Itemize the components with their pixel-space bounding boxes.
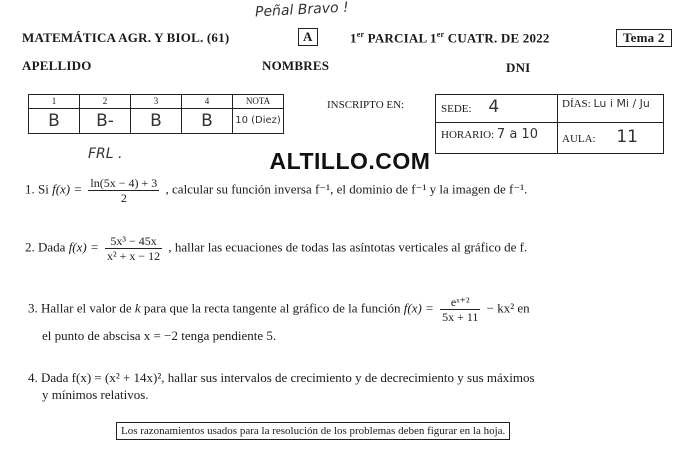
q1-number: 1. <box>25 181 35 197</box>
grades-header-row <box>29 95 284 109</box>
horario-label: HORARIO: <box>441 129 495 141</box>
q3-function: f(x) = <box>403 300 434 316</box>
sede-value: 4 <box>488 97 500 117</box>
grade-value-2: B- <box>80 109 131 134</box>
exam-title-tail: CUATR. DE 2022 <box>444 30 550 46</box>
q2-function: f(x) = <box>68 239 99 255</box>
inscripto-label: INSCRIPTO EN: <box>327 99 405 111</box>
q1-tail: , calcular su función inversa f⁻¹, el dominio de f⁻¹ y la imagen de f⁻¹. <box>165 181 528 197</box>
aula-value: 11 <box>616 127 638 147</box>
dias-field <box>562 97 650 110</box>
q3-tail: − kx² en <box>486 300 530 316</box>
grade-header-4: 4 <box>182 95 233 109</box>
grade-header-2: 2 <box>80 95 131 109</box>
grade-header-1: 1 <box>29 95 80 109</box>
q3-denominator: 5x + 11 <box>442 310 479 324</box>
question-4-line2: y mínimos relativos. <box>42 387 149 402</box>
inscripto-hline <box>435 122 663 123</box>
q3-k: k <box>134 300 141 316</box>
exam-title-mid: PARCIAL 1 <box>364 30 437 46</box>
dni-label: DNI <box>506 60 531 75</box>
q4-number: 4. <box>28 370 38 385</box>
grade-value-nota: 10 (Diez) <box>233 109 284 134</box>
question-2 <box>25 234 527 263</box>
q4-text: Dada f(x) = (x² + 14x)², hallar sus intervalos de crecimiento y de decrecimiento y sus máximos <box>41 370 535 385</box>
sede-label: SEDE: <box>441 103 472 115</box>
horario-value: 7 a 10 <box>496 127 538 142</box>
grade-header-nota: NOTA <box>233 95 284 109</box>
q3-mid: para que la recta tangente al gráfico de la función <box>143 300 401 316</box>
question-4 <box>28 369 688 386</box>
handwritten-initials: FRL . <box>88 146 123 162</box>
grade-value-4: B <box>182 109 233 134</box>
grade-value-1: B <box>29 109 80 134</box>
sede-field <box>441 97 499 117</box>
q3-number: 3. <box>28 300 38 316</box>
q2-tail: , hallar las ecuaciones de todas las asíntotas verticales al gráfico de f. <box>168 239 528 255</box>
grades-table <box>28 94 284 134</box>
q2-number: 2. <box>25 239 35 255</box>
nombres-label: NOMBRES <box>262 58 330 73</box>
grade-value-3: B <box>131 109 182 134</box>
footer-note: Los razonamientos usados para la resolución de los problemas deben figurar en la hoja. <box>116 422 510 440</box>
dias-value: Lu i Mi / Ju <box>593 97 650 110</box>
q3-numerator: eˣ⁺² <box>440 295 480 310</box>
exam-title-sup2: er <box>436 30 445 39</box>
exam-title-sup: er <box>356 30 365 39</box>
grades-value-row <box>29 109 284 134</box>
apellido-label: APELLIDO <box>22 58 92 73</box>
inscripto-vline <box>557 94 558 153</box>
q2-lead: Dada <box>38 239 66 255</box>
question-1 <box>25 176 527 205</box>
aula-label: AULA: <box>562 133 596 145</box>
grade-header-3: 3 <box>131 95 182 109</box>
handwritten-signature: Peñal Bravo ! <box>254 0 350 21</box>
q1-function: f(x) = <box>52 181 83 197</box>
q2-numerator: 5x³ − 45x <box>105 234 162 249</box>
q1-denominator: 2 <box>120 191 127 205</box>
aula-field <box>562 127 638 147</box>
q3-lead: Hallar el valor de <box>41 300 132 316</box>
course-title: MATEMÁTICA AGR. Y BIOL. (61) <box>22 30 230 45</box>
question-3 <box>28 295 678 324</box>
question-3-line2: el punto de abscisa x = −2 tenga pendiente 5. <box>42 328 277 343</box>
dias-label: DÍAS: <box>562 98 591 110</box>
tema-box: Tema 2 <box>616 29 672 47</box>
horario-field <box>441 127 538 142</box>
q2-denominator: x² + x − 12 <box>107 249 161 263</box>
q1-lead: Si <box>38 181 49 197</box>
q3-fraction <box>440 295 480 324</box>
exam-title <box>350 30 550 46</box>
q2-fraction <box>105 234 162 263</box>
q1-numerator: ln(5x − 4) + 3 <box>90 176 158 190</box>
watermark: ALTILLO.COM <box>269 148 431 174</box>
exam-title-ord: 1 <box>350 30 357 46</box>
exam-version-box: A <box>298 28 318 46</box>
q1-fraction <box>88 176 159 205</box>
